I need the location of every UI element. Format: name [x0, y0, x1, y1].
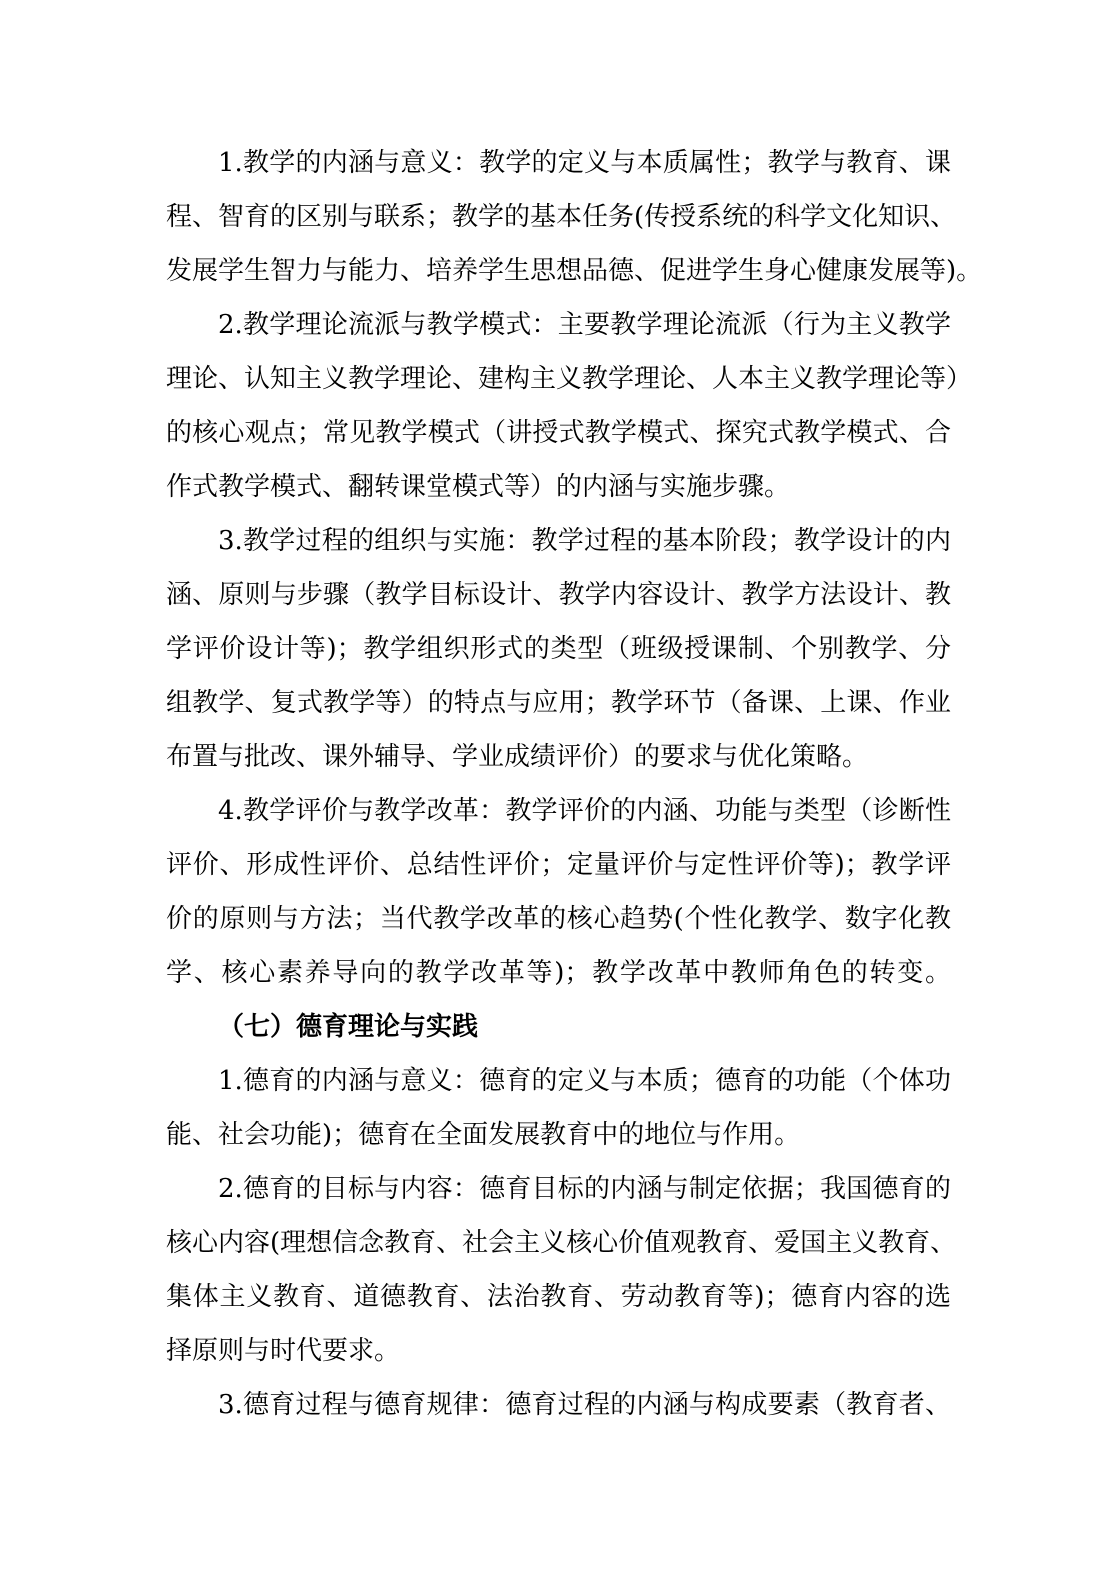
- text-line: 理论、认知主义教学理论、建构主义教学理论、人本主义教学理论等）: [166, 364, 973, 394]
- text-line: 作式教学模式、翻转课堂模式等）的内涵与实施步骤。: [166, 472, 791, 502]
- text-line: 程、智育的区别与联系；教学的基本任务(传授系统的科学文化知识、: [166, 202, 957, 232]
- text-line: 组教学、复式教学等）的特点与应用；教学环节（备课、上课、作业: [166, 688, 951, 718]
- text-line: 1.教学的内涵与意义：教学的定义与本质属性；教学与教育、课: [218, 148, 951, 178]
- text-line: 集体主义教育、道德教育、法治教育、劳动教育等)；德育内容的选: [166, 1282, 951, 1312]
- text-line: 3.教学过程的组织与实施：教学过程的基本阶段；教学设计的内: [218, 526, 951, 556]
- text-line: 的核心观点；常见教学模式（讲授式教学模式、探究式教学模式、合: [166, 418, 951, 448]
- text-line: 学、核心素养导向的教学改革等)；教学改革中教师角色的转变。: [166, 958, 951, 988]
- text-line: 评价、形成性评价、总结性评价；定量评价与定性评价等)；教学评: [166, 850, 951, 880]
- text-line: 学评价设计等)；教学组织形式的类型（班级授课制、个别教学、分: [166, 634, 951, 664]
- text-line: 择原则与时代要求。: [166, 1336, 401, 1366]
- text-line: 1.德育的内涵与意义：德育的定义与本质；德育的功能（个体功: [218, 1066, 951, 1096]
- text-line: 涵、原则与步骤（教学目标设计、教学内容设计、教学方法设计、教: [166, 580, 951, 610]
- text-line: 3.德育过程与德育规律：德育过程的内涵与构成要素（教育者、: [218, 1390, 951, 1420]
- text-line: 4.教学评价与教学改革：教学评价的内涵、功能与类型（诊断性: [218, 796, 951, 826]
- text-line: 发展学生智力与能力、培养学生思想品德、促进学生身心健康发展等)。: [166, 256, 983, 286]
- text-line: 核心内容(理想信念教育、社会主义核心价值观教育、爱国主义教育、: [166, 1228, 957, 1258]
- text-line: 能、社会功能)；德育在全面发展教育中的地位与作用。: [166, 1120, 801, 1150]
- text-line: 2.教学理论流派与教学模式：主要教学理论流派（行为主义教学: [218, 310, 951, 340]
- text-line: 价的原则与方法；当代教学改革的核心趋势(个性化教学、数字化教: [166, 904, 951, 934]
- section-heading: （七）德育理论与实践: [218, 1012, 479, 1042]
- text-line: 2.德育的目标与内容：德育目标的内涵与制定依据；我国德育的: [218, 1174, 951, 1204]
- text-line: 布置与批改、课外辅导、学业成绩评价）的要求与优化策略。: [166, 742, 869, 772]
